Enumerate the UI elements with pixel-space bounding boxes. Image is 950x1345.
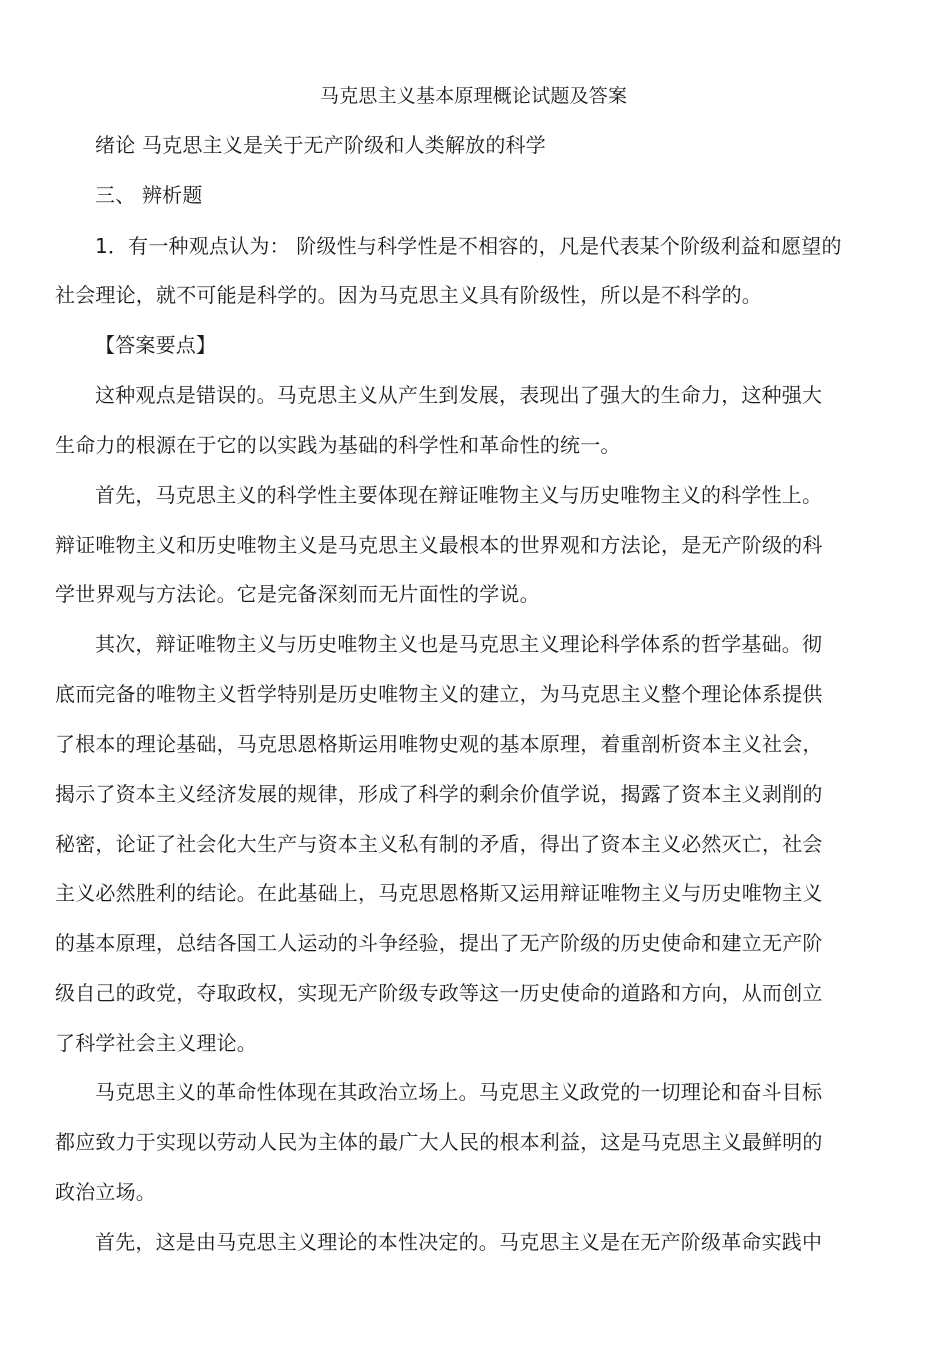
document-title: 马克思主义基本原理概论试题及答案 [320, 85, 628, 107]
question-line: 社会理论，就不可能是科学的。因为马克思主义具有阶级性，所以是不科学的。 [55, 283, 762, 307]
chapter-heading: 绪论 马克思主义是关于无产阶级和人类解放的科学 [95, 133, 546, 157]
paragraph-line: 其次，辩证唯物主义与历史唯物主义也是马克思主义理论科学体系的哲学基础。彻 [95, 632, 823, 656]
paragraph-line: 了科学社会主义理论。 [55, 1031, 257, 1055]
paragraph-line: 了根本的理论基础，马克思恩格斯运用唯物史观的基本原理，着重剖析资本主义社会， [55, 732, 823, 756]
paragraph-line: 政治立场。 [55, 1180, 156, 1204]
paragraph-line: 揭示了资本主义经济发展的规律，形成了科学的剩余价值学说，揭露了资本主义剥削的 [55, 782, 823, 806]
answer-heading: 【答案要点】 [95, 333, 217, 357]
section-heading: 三、 辨析题 [95, 183, 203, 207]
paragraph-line: 秘密，论证了社会化大生产与资本主义私有制的矛盾，得出了资本主义必然灭亡，社会 [55, 832, 823, 856]
paragraph-line: 马克思主义的革命性体现在其政治立场上。马克思主义政党的一切理论和奋斗目标 [95, 1080, 823, 1104]
paragraph-line: 级自己的政党，夺取政权，实现无产阶级专政等这一历史使命的道路和方向，从而创立 [55, 981, 823, 1005]
paragraph-line: 都应致力于实现以劳动人民为主体的最广大人民的根本利益，这是马克思主义最鲜明的 [55, 1130, 823, 1154]
paragraph-line: 辩证唯物主义和历史唯物主义是马克思主义最根本的世界观和方法论，是无产阶级的科 [55, 533, 823, 557]
paragraph-line: 的基本原理，总结各国工人运动的斗争经验，提出了无产阶级的历史使命和建立无产阶 [55, 931, 823, 955]
paragraph-line: 首先，这是由马克思主义理论的本性决定的。马克思主义是在无产阶级革命实践中 [95, 1230, 823, 1254]
paragraph-line: 生命力的根源在于它的以实践为基础的科学性和革命性的统一。 [55, 433, 621, 457]
question-line: 1．有一种观点认为： 阶级性与科学性是不相容的，凡是代表某个阶级利益和愿望的 [95, 234, 842, 258]
paragraph-line: 底而完备的唯物主义哲学特别是历史唯物主义的建立，为马克思主义整个理论体系提供 [55, 682, 823, 706]
paragraph-line: 主义必然胜利的结论。在此基础上，马克思恩格斯又运用辩证唯物主义与历史唯物主义 [55, 881, 823, 905]
paragraph-line: 这种观点是错误的。马克思主义从产生到发展，表现出了强大的生命力，这种强大 [95, 383, 823, 407]
paragraph-line: 学世界观与方法论。它是完备深刻而无片面性的学说。 [55, 582, 540, 606]
paragraph-line: 首先，马克思主义的科学性主要体现在辩证唯物主义与历史唯物主义的科学性上。 [95, 483, 823, 507]
